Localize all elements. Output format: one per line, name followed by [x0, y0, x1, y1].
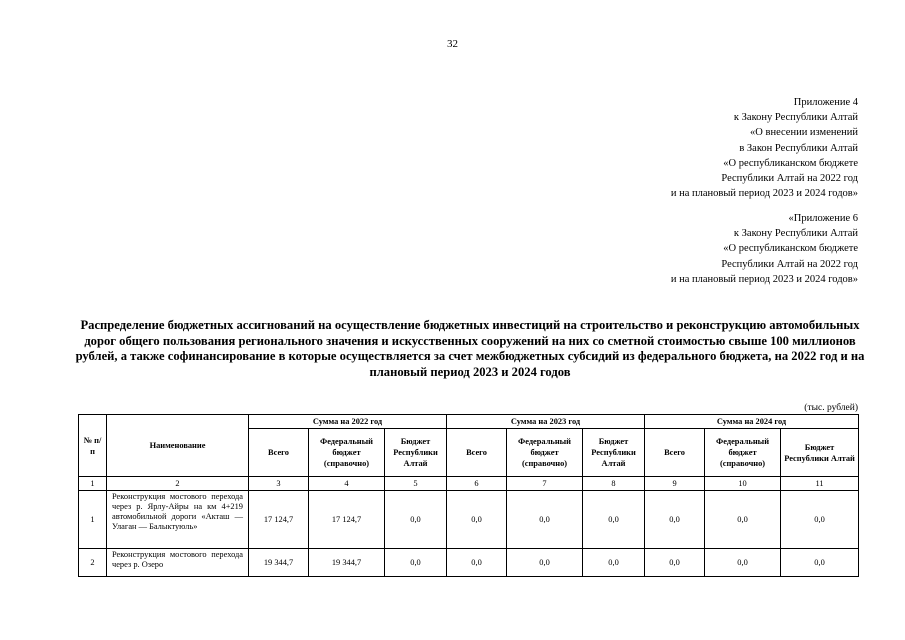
- col-number: 1: [79, 477, 107, 491]
- header-federal-2023: Федеральный бюджет (справочно): [507, 429, 583, 477]
- page-number: 32: [447, 38, 458, 50]
- annex-6-header: [671, 211, 858, 287]
- header-republic-2024: Бюджет Республики Алтай: [781, 429, 859, 477]
- cell-value: 0,0: [447, 549, 507, 577]
- header-total-2023: Всего: [447, 429, 507, 477]
- header-federal-2024: Федеральный бюджет (справочно): [705, 429, 781, 477]
- header-federal-2022: Федеральный бюджет (справочно): [309, 429, 385, 477]
- col-number: 3: [249, 477, 309, 491]
- row-name: Реконструкция мостового перехода через р. Озеро: [107, 549, 249, 577]
- annex-line: Республики Алтай на 2022 год: [721, 173, 858, 185]
- col-number: 5: [385, 477, 447, 491]
- col-number: 9: [645, 477, 705, 491]
- row-name: Реконструкция мостового перехода через р. Ярлу-Айры на км 4+219 автомобильной дороги «Акташ — Улаган — Балыктуюль»: [107, 491, 249, 549]
- header-num: № п/п: [79, 415, 107, 477]
- annex-line: Республики Алтай на 2022 год: [721, 258, 858, 270]
- cell-value: 0,0: [385, 491, 447, 549]
- annex-line: и на плановый период 2023 и 2024 годов»: [670, 273, 858, 285]
- header-total-2022: Всего: [249, 429, 309, 477]
- cell-value: 0,0: [447, 491, 507, 549]
- cell-value: 0,0: [781, 491, 859, 549]
- col-number: 2: [107, 477, 249, 491]
- cell-value: 0,0: [705, 491, 781, 549]
- col-number: 11: [781, 477, 859, 491]
- cell-value: 0,0: [583, 491, 645, 549]
- header-total-2024: Всего: [645, 429, 705, 477]
- annex-4-header: [671, 95, 858, 201]
- col-number: 8: [583, 477, 645, 491]
- annex-line: «О внесении изменений: [750, 127, 858, 139]
- document-title: Распределение бюджетных ассигнований на осуществление бюджетных инвестиций на строительство и реконструкцию автомобильных дорог общего пользования регионального значения и искусственных сооружений на них со сметной стоимостью свыше 100 миллионов рублей, а также софинансирование в которые осуществляется за счет межбюджетных субсидий из федерального бюджета, на 2022 год и на плановый период 2023 и 2024 годов: [75, 318, 865, 379]
- cell-value: 0,0: [645, 549, 705, 577]
- annex-line: «О республиканском бюджете: [723, 157, 858, 169]
- annex-line: к Закону Республики Алтай: [733, 228, 858, 240]
- annex-line: Приложение 4: [793, 97, 858, 108]
- table-row: [79, 491, 859, 549]
- header-name: Наименование: [107, 415, 249, 477]
- column-number-row: [79, 477, 859, 491]
- header-republic-2023: Бюджет Республики Алтай: [583, 429, 645, 477]
- annex-line: к Закону Республики Алтай: [733, 112, 858, 124]
- cell-value: 19 344,7: [309, 549, 385, 577]
- annex-line: «Приложение 6: [788, 213, 858, 224]
- cell-value: 0,0: [507, 549, 583, 577]
- col-number: 10: [705, 477, 781, 491]
- header-sum-2022: Сумма на 2022 год: [249, 415, 447, 429]
- cell-value: 19 344,7: [249, 549, 309, 577]
- cell-value: 0,0: [645, 491, 705, 549]
- cell-value: 0,0: [583, 549, 645, 577]
- budget-table: [78, 414, 859, 577]
- col-number: 6: [447, 477, 507, 491]
- annex-line: и на плановый период 2023 и 2024 годов»: [670, 188, 858, 200]
- table-row: [79, 549, 859, 577]
- annex-line: в Закон Республики Алтай: [739, 142, 858, 154]
- cell-value: 17 124,7: [249, 491, 309, 549]
- cell-value: 0,0: [705, 549, 781, 577]
- cell-value: 0,0: [781, 549, 859, 577]
- cell-value: 17 124,7: [309, 491, 385, 549]
- row-num: 2: [79, 549, 107, 577]
- annex-line: «О республиканском бюджете: [723, 243, 858, 255]
- units-label: (тыс. рублей): [804, 403, 858, 413]
- header-sum-2023: Сумма на 2023 год: [447, 415, 645, 429]
- row-num: 1: [79, 491, 107, 549]
- col-number: 7: [507, 477, 583, 491]
- cell-value: 0,0: [385, 549, 447, 577]
- cell-value: 0,0: [507, 491, 583, 549]
- header-sum-2024: Сумма на 2024 год: [645, 415, 859, 429]
- header-republic-2022: Бюджет Республики Алтай: [385, 429, 447, 477]
- col-number: 4: [309, 477, 385, 491]
